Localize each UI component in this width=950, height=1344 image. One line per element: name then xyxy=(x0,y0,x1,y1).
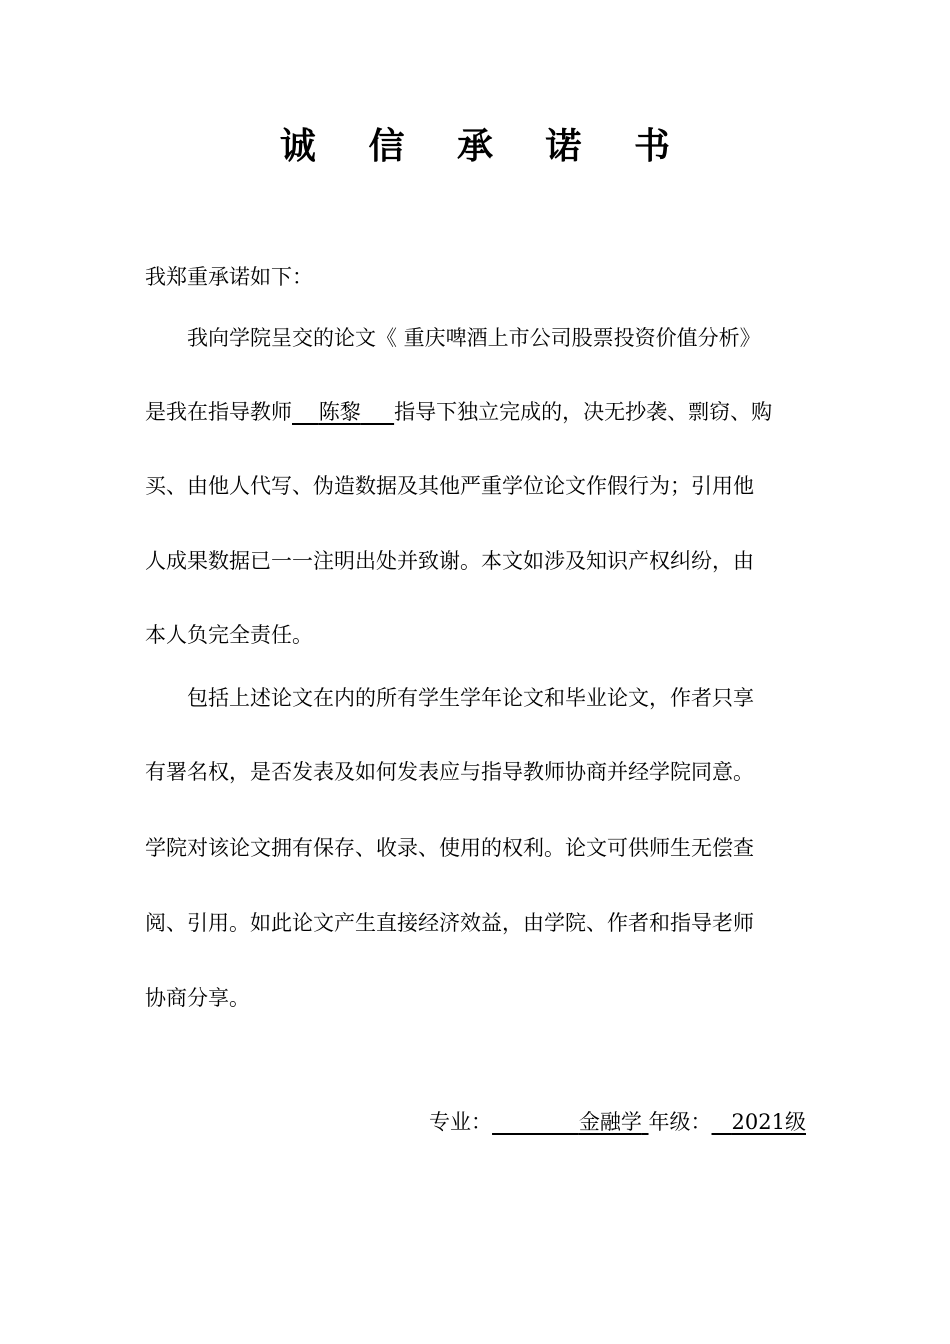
p2-line-5: 协商分享。 xyxy=(145,986,250,1010)
grade-label: 年级： xyxy=(648,1110,712,1134)
advisor-name: 陈黎 xyxy=(318,400,361,424)
p1-line-4: 人成果数据已一一注明出处并致谢。本文如涉及知识产权纠纷，由 xyxy=(145,549,754,573)
p1-line-1: 我向学院呈交的论文《 重庆啤酒上市公司股票投资价值分析》 xyxy=(187,326,761,350)
p2-line-1: 包括上述论文在内的所有学生学年论文和毕业论文，作者只享 xyxy=(187,686,754,710)
p1-line-2 xyxy=(145,397,772,427)
p1-line-5: 本人负完全责任。 xyxy=(145,623,313,647)
p1-line-3: 买、由他人代写、伪造数据及其他严重学位论文作假行为；引用他 xyxy=(145,474,754,498)
p1-line-2-prefix: 是我在指导教师 xyxy=(145,400,292,424)
p2-line-4: 阅、引用。如此论文产生直接经济效益，由学院、作者和指导老师 xyxy=(145,911,754,935)
major-label: 专业： xyxy=(429,1110,493,1134)
p1-line-2-suffix: 指导下独立完成的，决无抄袭、剽窃、购 xyxy=(394,400,773,424)
p2-line-3: 学院对该论文拥有保存、收录、使用的权利。论文可供师生无偿查 xyxy=(145,836,754,860)
footer-info xyxy=(429,1107,806,1137)
opening-line: 我郑重承诺如下： xyxy=(145,265,313,289)
p2-line-2: 有署名权，是否发表及如何发表应与指导教师协商并经学院同意。 xyxy=(145,760,754,784)
page-title: 诚 信 承 诺 书 xyxy=(279,125,691,167)
major-value: 金融学 xyxy=(578,1110,642,1134)
document-body xyxy=(145,0,809,1344)
grade-value: 2021级 xyxy=(731,1110,806,1134)
